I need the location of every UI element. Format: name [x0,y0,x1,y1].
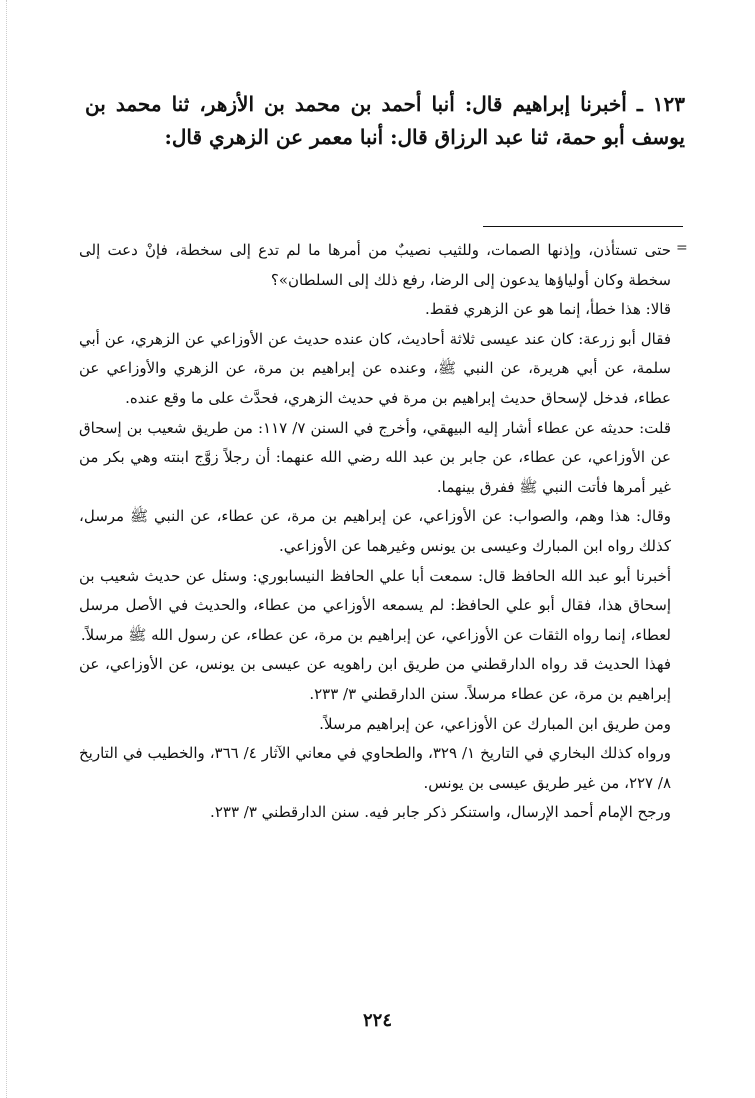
footnote-paragraph: أخبرنا أبو عبد الله الحافظ قال: سمعت أبا علي الحافظ النيسابوري: وسئل عن حديث شعيب بن إسحاق هذا، فقال أبو علي الحافظ: لم يسمعه الأوزاعي من عطاء، والحديث في الأصل مرسل لعطاء، إنما رواه الثقات عن الأوزاعي، عن إبراهيم بن مرة، عن عطاء، عن رسول الله ﷺ مرسلاً. [79,566,671,644]
footnote-paragraph: فهذا الحديث قد رواه الدارقطني من طريق ابن راهويه عن عيسى بن يونس، عن الأوزاعي، عن إبراهيم بن مرة، عن عطاء مرسلاً. سنن الدارقطني ٣/ ٢٣٣. [79,655,671,703]
footnote-paragraph: قلت: حديثه عن عطاء أشار إليه البيهقي، وأخرج في السنن ٧/ ١١٧: من طريق شعيب بن إسحاق عن الأوزاعي، عن عطاء، عن جابر بن عبد الله رضي الله عنهما: أن رجلاً زوَّج ابنته وهي بكر من غير أمرها فأتت النبي ﷺ ففرق بينهما. [79,418,671,496]
footnote-paragraph: ورواه كذلك البخاري في التاريخ ١/ ٣٢٩، والطحاوي في معاني الآثار ٤/ ٣٦٦، والخطيب في التاريخ ٨/ ٢٢٧، من غير طريق عيسى بن يونس. [79,744,671,792]
page-number: ٢٢٤ [362,1010,392,1031]
scan-margin-line [6,0,7,1098]
footnote-paragraph: قالا: هذا خطأ، إنما هو عن الزهري فقط. [425,300,671,319]
footnote-paragraph: ومن طريق ابن المبارك عن الأوزاعي، عن إبراهيم مرسلاً. [319,714,671,733]
footnote-separator [483,226,683,227]
footnote-paragraph: حتى تستأذن، وإذنها الصمات، وللثيب نصيبٌ من أمرها ما لم تدع إلى سخطة، فإنْ دعت إلى سخطة وكان أولياؤها يدعون إلى الرضا، رفع ذلك إلى السلطان»؟ [79,241,671,289]
main-paragraph: ١٢٣ ـ أخبرنا إبراهيم قال: أنبا أحمد بن محمد بن الأزهر، ثنا محمد بن يوسف أبو حمة، ثنا عبد الرزاق قال: أنبا معمر عن الزهري قال: [85,92,685,149]
main-text-block [85,88,685,154]
footnote-paragraph: ورجح الإمام أحمد الإرسال، واستنكر ذكر جابر فيه. سنن الدارقطني ٣/ ٢٣٣. [210,803,671,822]
continuation-mark: = [676,240,688,256]
footnotes-block [79,236,671,828]
footnote-paragraph: فقال أبو زرعة: كان عند عيسى ثلاثة أحاديث، كان عنده حديث عن الأوزاعي عن الزهري، عن أبي سلمة، عن أبي هريرة، عن النبي ﷺ، وعنده عن إبراهيم بن مرة، عن الزهري والأوزاعي عن عطاء، فدخل لإسحاق حديث إبراهيم بن مرة في حديث الزهري، فحدَّث على ما وقع عنده. [79,329,671,407]
footnote-paragraph: وقال: هذا وهم، والصواب: عن الأوزاعي، عن إبراهيم بن مرة، عن عطاء، عن النبي ﷺ مرسل، كذلك رواه ابن المبارك وعيسى بن يونس وغيرهما عن الأوزاعي. [79,507,671,555]
